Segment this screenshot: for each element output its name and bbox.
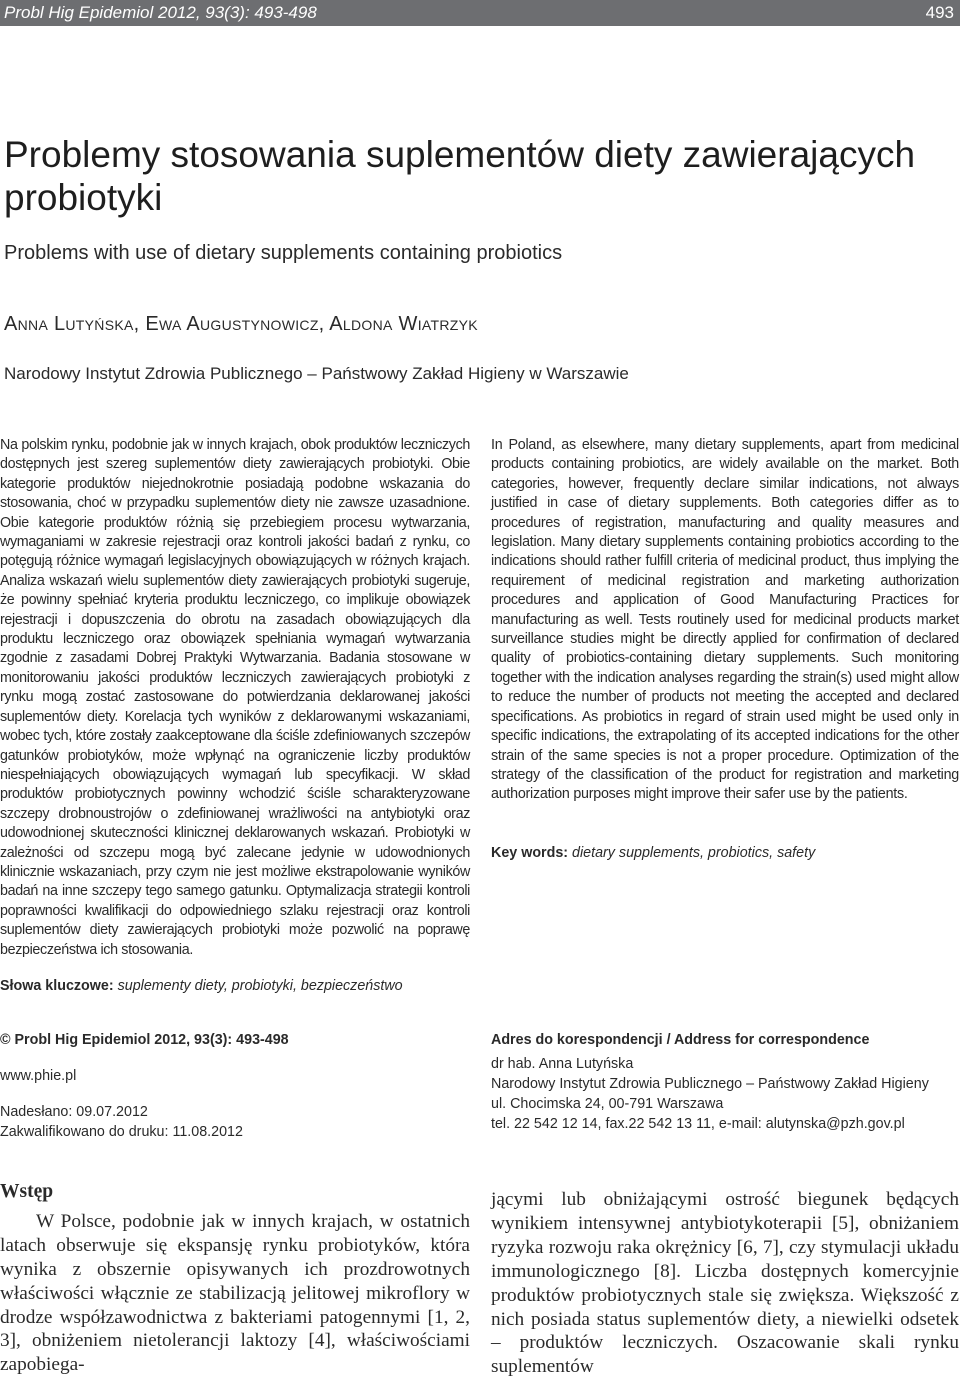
- received-date: Nadesłano: 09.07.2012: [0, 1104, 148, 1120]
- correspondence-name: dr hab. Anna Lutyńska: [491, 1056, 634, 1072]
- article-title-polish: Problemy stosowania suplementów diety zawierających probiotyki: [4, 134, 916, 218]
- abstract-english: In Poland, as elsewhere, many dietary supplements, apart from medicinal products containing probiotics, are widely available on the market. Both categories, however, frequently declare similar indications, not always justified in case of dietary supplements. Both categories differ as to procedures of registration, manufacturing and quality measures and legislation. Many dietary supplements containing probiotics according to the indications should rather fulfill criteria of medicinal product, thus implying the requirement of medicinal registration and marketing authorization procedures and application of Good Manufacturing Practices for manufacturing as well. Tests routinely used for medicinal products market surveillance studies might be directly applied for confirmation of declared quality of probiotics-containing dietary supplements. Such monitoring together with the indication analyses regarding the strain(s) used might allow to reduce the number of products not meeting the accepted and declared specifications. As probiotics in regard of strain used might be used only in specific indications, the extrapolating of its accepted indications for the other strain of the same species is not a proper procedure. Optimization of the strategy of the classification of the product for registration and marketing authorization purposes might improve their safer use by the patients.: [491, 437, 959, 803]
- keywords-polish-label: Słowa kluczowe:: [0, 978, 114, 994]
- journal-reference: Probl Hig Epidemiol 2012, 93(3): 493-498: [4, 3, 317, 22]
- body-paragraph-left: [0, 1210, 470, 1377]
- page-number: 493: [925, 3, 954, 22]
- publication-metadata: [0, 1030, 289, 1142]
- author-list: Anna Lutyńska, Ewa Augustynowicz, Aldona Wiatrzyk: [4, 313, 478, 335]
- section-heading: Wstęp: [0, 1181, 54, 1202]
- body-column-right: [491, 1188, 959, 1379]
- citation-line: © Probl Hig Epidemiol 2012, 93(3): 493-498: [0, 1032, 289, 1048]
- correspondence-contact: tel. 22 542 12 14, fax.22 542 13 11, e-mail: alutynska@pzh.gov.pl: [491, 1116, 905, 1132]
- accepted-date: Zakwalifikowano do druku: 11.08.2012: [0, 1124, 243, 1140]
- journal-website-link[interactable]: www.phie.pl: [0, 1068, 77, 1084]
- keywords-english-value: dietary supplements, probiotics, safety: [572, 845, 816, 861]
- keywords-polish: [0, 976, 403, 996]
- body-text-right: jącymi lub obniżającymi ostrość biegunek będących wynikiem intensywnej antybiotykoterapii [5], obniżaniem ryzyka rozwoju raka okrężnicy [6, 7], czy stymulacji układu immunologicznego [8]. Liczba dostępnych komercyjnie produktów probiotycznych stale się zwiększa. Większość z nich posiada status suplementów diety, a niewielki odsetek – produktów leczniczych. Oszacowanie skali rynku suplementów: [491, 1189, 959, 1378]
- body-text-left: W Polsce, podobnie jak w innych krajach, w ostatnich latach obserwuje się ekspansję rynku probiotyków, która wynika z obszernie opisywanych ich prozdrowotnych właściwości włącznie ze stabilizacją jelitowej mikroflory w drodze współzawodnictwa z bakteriami patogennymi [1, 2, 3], obniżeniem nietolerancji laktozy [4], właściwościami zapobiega-: [0, 1210, 470, 1376]
- keywords-english: [491, 843, 815, 863]
- correspondence-block: [491, 1030, 929, 1134]
- abstract-polish: Na polskim rynku, podobnie jak w innych krajach, obok produktów leczniczych dostępnych jest szereg suplementów diety zawierających probiotyki. Obie kategorie produktów niejednokrotnie posiadają podobne wskazania do stosowania, choć w przypadku suplementów diety nie zawsze uzasadnione. Obie kategorie produktów różnią się przebiegiem procesu wytwarzania, wymaganiami w zakresie rejestracji oraz kontroli jakości badań z rynku, co potęgują różnice wymagań legislacyjnych obowiązujących w różnych krajach. Analiza wskazań wielu suplementów diety zawierających probiotyki sugeruje, że powinny spełniać kryteria produktu leczniczego, co implikuje obowiązek rejestracji i dopuszczenia do obrotu na zasadach obowiązujących dla produktu leczniczego oraz obowiązek spełniania wymagań wytwarzania zgodnie z zasadami Dobrej Praktyki Wytwarzania. Badania stosowane w monitorowaniu jakości produktów leczniczych zawierających probiotyki z rynku mogą zostać zastosowane do potwierdzania deklarowanej jakości suplementów diety. Korelacja tych wyników z deklarowanymi wskazaniami, wobec tych, które zostały zaakceptowane dla ściśle zdefiniowanych szczepów gatunków probiotyków, może wpłynąć na ograniczenie liczby produktów niespełniających obowiązujących wymagań lub specyfikacji. W skład produktów probiotycznych powinny wchodzić ściśle scharakteryzowane szczepy drobnoustrojów o zdefiniowanej wrażliwości na antybiotyki oraz udowodnionej skuteczności klinicznej deklarowanych wskazań. Probiotyki w zależności od szczepu mogą być zalecane jedynie w udowodnionych klinicznie wskazaniach, przy czym nie jest możliwe ekstrapolowanie wyników badań na inne szczepy tego samego gatunku. Optymalizacja strategii kontroli poprawności kwalifikacji do odpowiedniego szlaku rejestracji oraz kontroli suplementów diety zawierających probiotyki może pozwolić na poprawę bezpieczeństwa ich stosowania.: [0, 437, 470, 958]
- correspondence-institution: Narodowy Instytut Zdrowia Publicznego – Państwowy Zakład Higieny: [491, 1076, 929, 1092]
- author-affiliation: Narodowy Instytut Zdrowia Publicznego – Państwowy Zakład Higieny w Warszawie: [4, 364, 629, 383]
- keywords-english-label: Key words:: [491, 845, 569, 861]
- journal-header-bar: [0, 0, 960, 26]
- keywords-polish-value: suplementy diety, probiotyki, bezpieczeństwo: [117, 978, 403, 994]
- article-title-english: Problems with use of dietary supplements containing probiotics: [4, 242, 563, 264]
- correspondence-street: ul. Chocimska 24, 00-791 Warszawa: [491, 1096, 724, 1112]
- body-column-left: [0, 1180, 470, 1377]
- correspondence-heading: Adres do korespondencji / Address for correspondence: [491, 1032, 870, 1048]
